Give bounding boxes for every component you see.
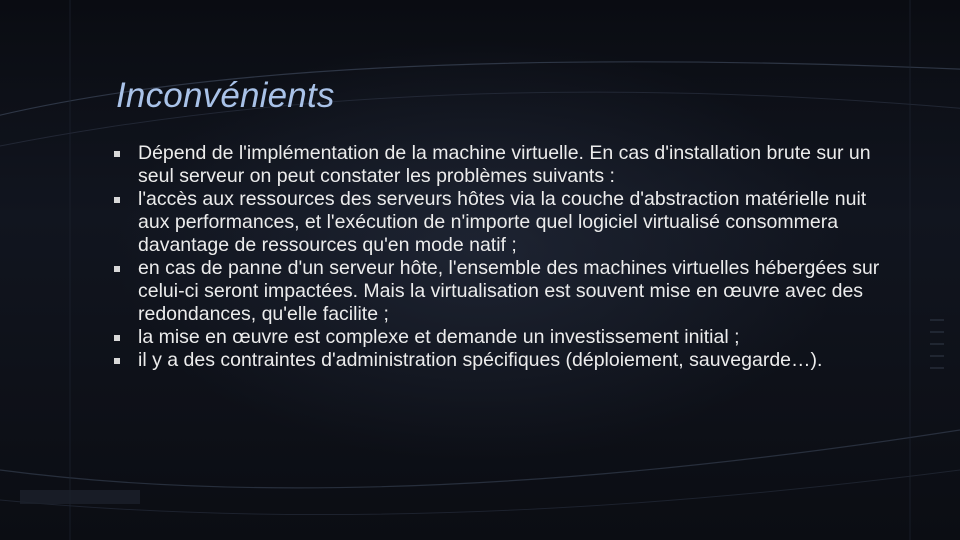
square-bullet-icon xyxy=(114,335,120,341)
bullet-list xyxy=(112,142,902,372)
bullet-text: Dépend de l'implémentation de la machine virtuelle. En cas d'installation brute sur un seul serveur on peut constater les problèmes suivants : xyxy=(138,142,871,187)
bullet-item xyxy=(112,142,902,188)
square-bullet-icon xyxy=(114,266,120,272)
bullet-text: la mise en œuvre est complexe et demande un investissement initial ; xyxy=(138,326,740,348)
bullet-item xyxy=(112,188,902,257)
bullet-text: il y a des contraintes d'administration spécifiques (déploiement, sauvegarde…). xyxy=(138,349,823,371)
bullet-item xyxy=(112,349,902,372)
square-bullet-icon xyxy=(114,358,120,364)
bullet-item xyxy=(112,257,902,326)
bullet-text: l'accès aux ressources des serveurs hôtes via la couche d'abstraction matérielle nuit aux performances, et l'exécution de n'importe quel logiciel virtualisé consommera davantage de ressources qu'en mode natif ; xyxy=(138,188,867,256)
square-bullet-icon xyxy=(114,151,120,157)
bullet-item xyxy=(112,326,902,349)
bullet-text: en cas de panne d'un serveur hôte, l'ensemble des machines virtuelles hébergées sur celui-ci seront impactées. Mais la virtualisation est souvent mise en œuvre avec des redondances, qu'elle facilite ; xyxy=(138,257,880,325)
slide-title: Inconvénients xyxy=(116,76,335,115)
square-bullet-icon xyxy=(114,197,120,203)
